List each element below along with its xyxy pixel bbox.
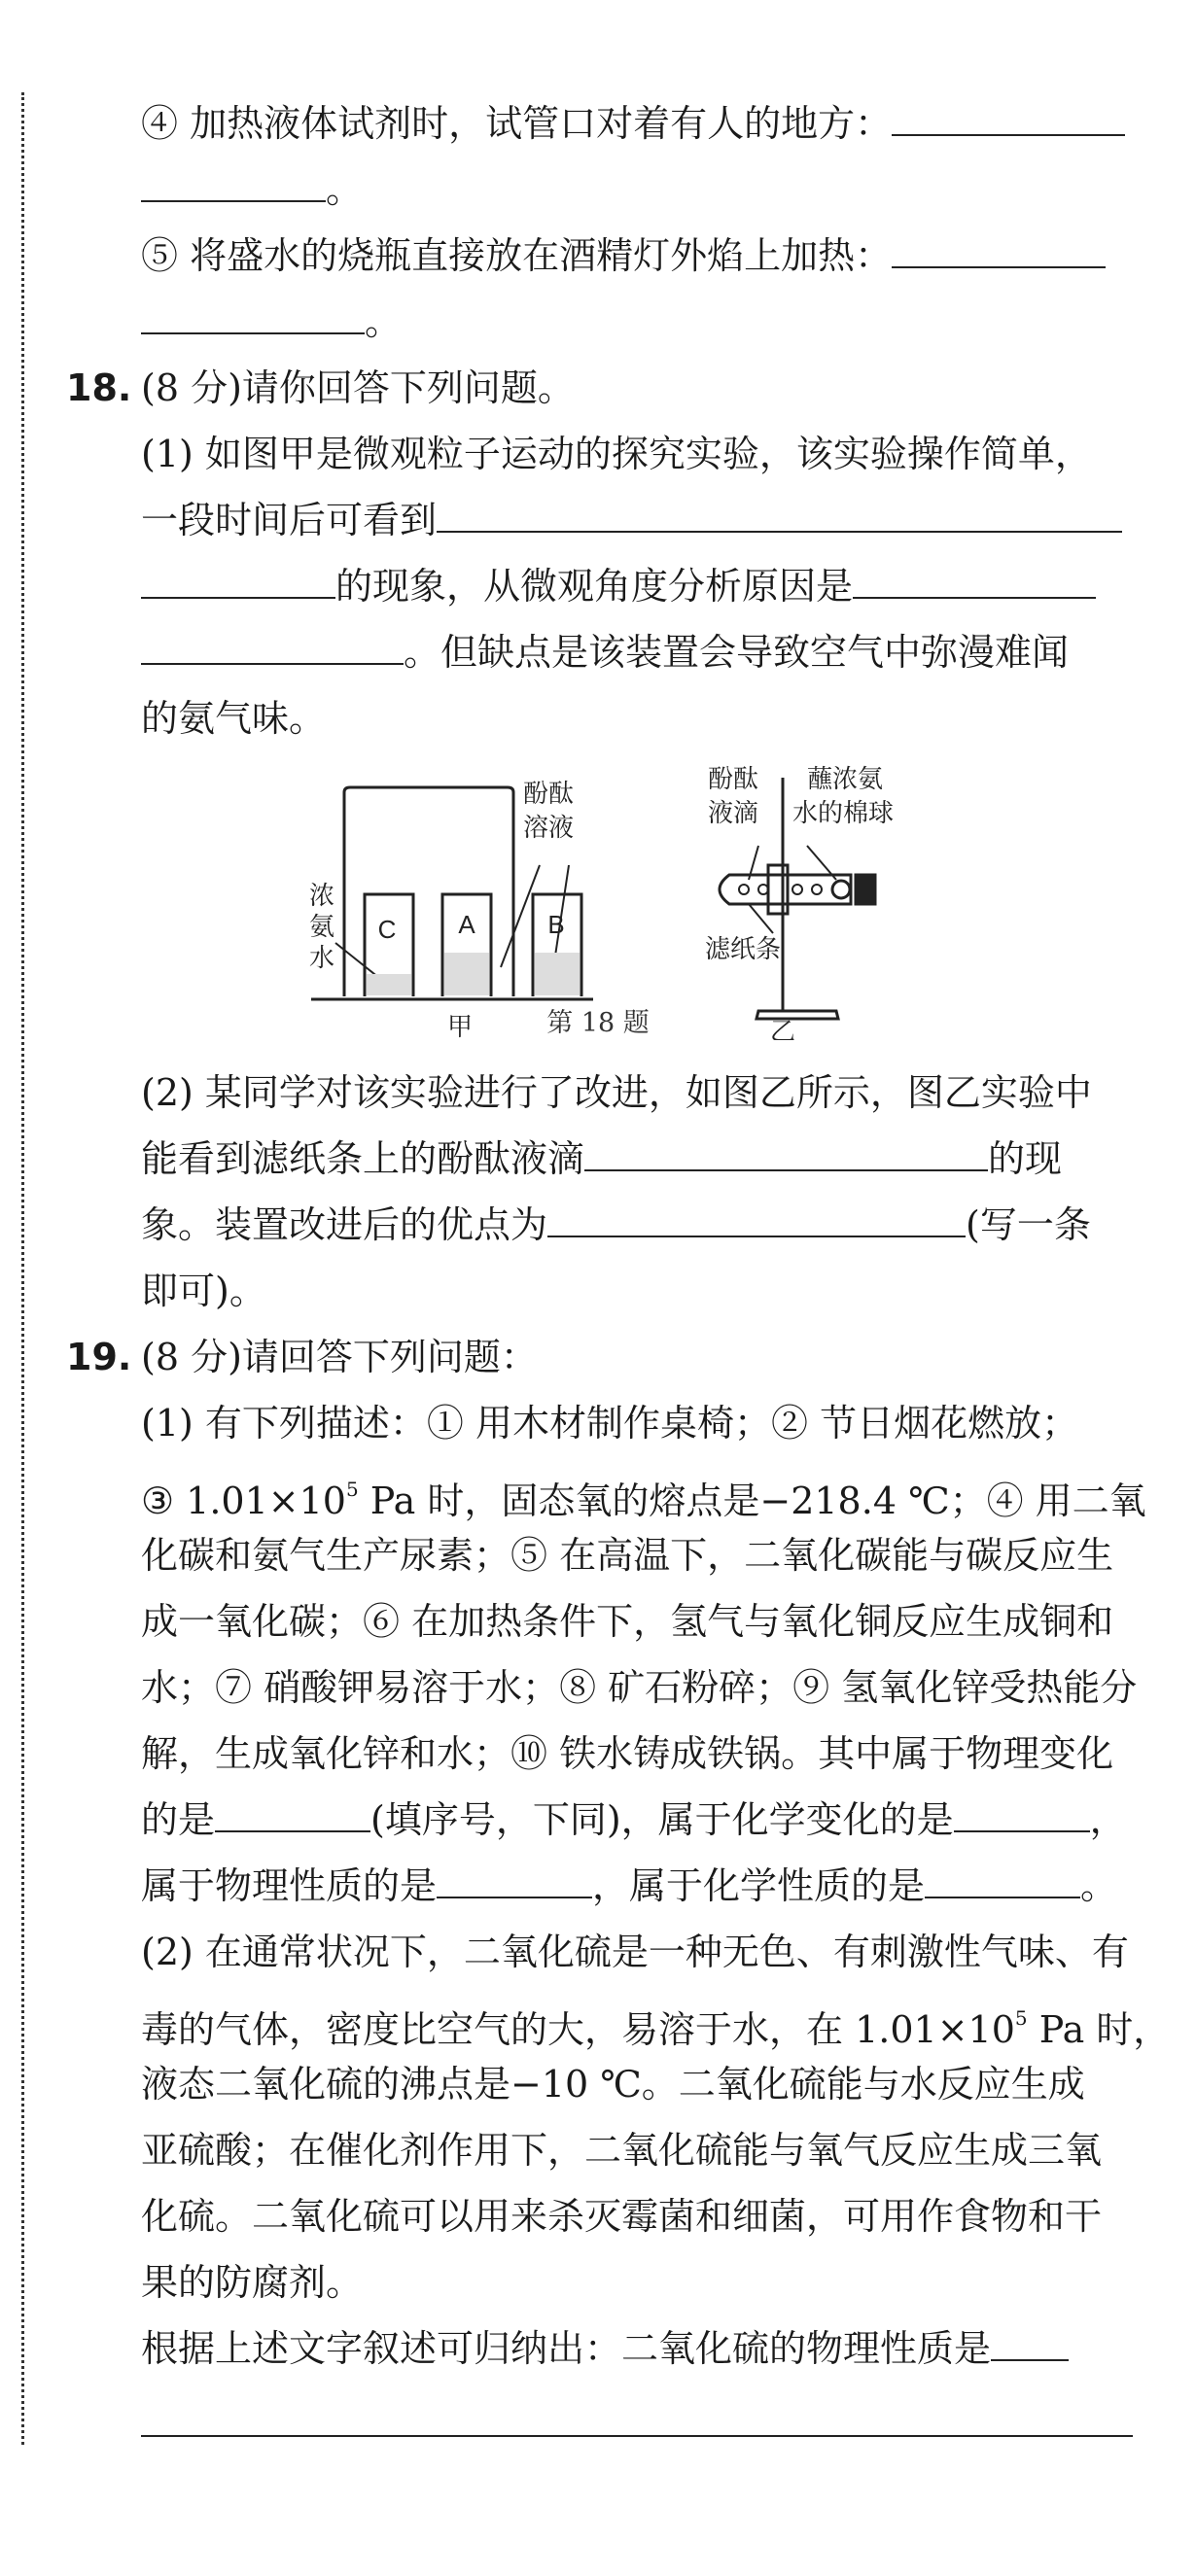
q18-part1-text: 一段时间后可看到 — [141, 499, 438, 541]
answer-blank-q18-reason-b[interactable] — [141, 622, 404, 665]
beaker-b-label: B — [547, 910, 565, 939]
beaker-c-label: C — [377, 915, 397, 944]
question-18-number: 18. — [66, 366, 132, 409]
q19-text: 毒的气体，密度比空气的大，易溶于水，在 1.01×10 — [141, 2008, 1015, 2051]
q19-text: Pa 时， — [1027, 2008, 1171, 2051]
q19-part2-line1: (2) 在通常状况下，二氧化硫是一种无色、有刺激性气味、有 — [141, 1931, 1129, 1973]
label-jia: 甲 — [447, 1013, 474, 1040]
exponent: 5 — [345, 1478, 359, 1501]
answer-blank-physical-property[interactable] — [437, 1856, 592, 1898]
q19-part1-line1: (1) 有下列描述：① 用木材制作桌椅；② 节日烟花燃放； — [141, 1402, 1079, 1445]
answer-blank-q18-phenomenon[interactable] — [437, 490, 1122, 533]
q19-part2-line4: 亚硫酸；在催化剂作用下，二氧化硫能与氧气反应生成三氧 — [141, 2129, 1103, 2172]
answer-blank-so2-physical[interactable] — [991, 2318, 1069, 2361]
question-19-title: (8 分)请回答下列问题： — [141, 1336, 538, 1378]
q19-part2-line6: 果的防腐剂。 — [141, 2261, 364, 2304]
item-4-continue — [141, 158, 1133, 221]
label-cotton-1: 蘸浓氨 — [807, 765, 884, 794]
answer-blank-physical-change[interactable] — [215, 1790, 370, 1832]
q18-part2-text: 能看到滤纸条上的酚酞液滴 — [141, 1137, 585, 1180]
label-phenol-solution-2: 溶液 — [523, 814, 575, 843]
q19-text: 的是 — [141, 1798, 216, 1841]
q19-part1-line4: 成一氧化碳；⑥ 在加热条件下，氢气与氧化铜反应生成铜和 — [141, 1600, 1114, 1643]
q19-part2-line3: 液态二氧化硫的沸点是−10 ℃。二氧化硫能与水反应生成 — [141, 2063, 1085, 2106]
q18-part1-line4 — [141, 621, 1133, 683]
label-phenol-drops-2: 液滴 — [708, 799, 759, 828]
item-5-line — [141, 225, 1133, 287]
answer-blank-item-4b[interactable] — [141, 159, 326, 202]
answer-blank-item-4[interactable] — [892, 93, 1125, 136]
answer-blank-q18-phenomenon-b[interactable] — [141, 556, 335, 599]
q18-part2-line1: (2) 某同学对该实验进行了改进，如图乙所示，图乙实验中 — [141, 1071, 1092, 1114]
figure-caption: 第 18 题 — [546, 1008, 650, 1038]
phenol-drops — [739, 885, 822, 894]
q18-part1-line5: 的氨气味。 — [141, 697, 327, 740]
liquid-c — [367, 974, 411, 995]
answer-blank-item-5[interactable] — [892, 226, 1106, 268]
q18-part1-text: 。但缺点是该装置会导致空气中弥漫难闻 — [404, 631, 1070, 674]
label-phenol-solution-1: 酚酞 — [523, 780, 575, 809]
answer-blank-item-5b[interactable] — [141, 292, 365, 334]
question-18-title: (8 分)请你回答下列问题。 — [141, 366, 575, 409]
q18-part2-line2 — [141, 1128, 1133, 1190]
question-19-number: 19. — [66, 1336, 132, 1378]
item-4-line — [141, 92, 1133, 155]
answer-blank-q18-advantage[interactable] — [547, 1195, 966, 1237]
q19-text: Pa 时，固态氧的熔点是−218.4 ℃；④ 用二氧 — [358, 1479, 1146, 1522]
q19-part2-line2 — [141, 1987, 1171, 2051]
q19-text: ，属于化学性质的是 — [592, 1864, 926, 1907]
answer-blank-chemical-change[interactable] — [954, 1790, 1090, 1832]
beaker-a-label: A — [458, 910, 475, 939]
q19-part1-line2 — [141, 1458, 1146, 1522]
item-5-text: ⑤ 将盛水的烧瓶直接放在酒精灯外焰上加热： — [141, 234, 893, 277]
q18-part2-text: 的现 — [988, 1137, 1063, 1180]
q19-text: 根据上述文字叙述可归纳出：二氧化硫的物理性质是 — [141, 2327, 992, 2370]
liquid-b — [535, 953, 580, 995]
answer-blank-q18-drops[interactable] — [584, 1129, 988, 1171]
answer-line-so2-physical-b[interactable] — [141, 2435, 1133, 2437]
q19-part1-line6: 解，生成氧化锌和水；⑩ 铁水铸成铁锅。其中属于物理变化 — [141, 1732, 1114, 1775]
figure-18 — [292, 748, 992, 1040]
q19-text: 。 — [1080, 1864, 1118, 1907]
q19-text: ③ 1.01×10 — [141, 1479, 346, 1522]
label-conc-ammonia-2: 氨 — [309, 913, 335, 942]
q18-part2-text: 象。装置改进后的优点为 — [141, 1203, 548, 1246]
exponent: 5 — [1014, 2006, 1028, 2030]
label-phenol-drops-1: 酚酞 — [708, 765, 759, 794]
label-conc-ammonia-3: 水 — [309, 944, 335, 973]
q19-part1-line5: 水；⑦ 硝酸钾易溶于水；⑧ 矿石粉碎；⑨ 氢氧化锌受热能分 — [141, 1666, 1138, 1709]
q19-text: ， — [1089, 1798, 1127, 1841]
q18-part2-line3 — [141, 1194, 1133, 1256]
label-filter-paper: 滤纸条 — [705, 935, 782, 964]
item-5-continue — [141, 291, 1133, 353]
q19-part2-line5: 化硫。二氧化硫可以用来杀灭霉菌和细菌，可用作食物和干 — [141, 2195, 1103, 2238]
q18-part1-text: 的现象，从微观角度分析原因是 — [335, 565, 854, 608]
item-4-text: ④ 加热液体试剂时，试管口对着有人的地方： — [141, 102, 893, 145]
q18-part1-line2 — [141, 489, 1133, 551]
q19-part3-line1 — [141, 2317, 1133, 2380]
answer-blank-chemical-property[interactable] — [925, 1856, 1080, 1898]
q19-part1-line3: 化碳和氨气生产尿素；⑤ 在高温下，二氧化碳能与碳反应生 — [141, 1534, 1114, 1577]
label-cotton-2: 水的棉球 — [792, 799, 895, 828]
q19-part1-line7 — [141, 1789, 1133, 1851]
label-conc-ammonia-1: 浓 — [309, 882, 335, 911]
period: 。 — [365, 300, 403, 343]
q18-part2-text: (写一条 — [966, 1203, 1091, 1246]
period: 。 — [326, 168, 364, 211]
q19-part1-line8 — [141, 1855, 1133, 1917]
binding-margin-line — [21, 92, 24, 2445]
q18-part2-line4: 即可)。 — [141, 1270, 266, 1312]
q18-part1-line1: (1) 如图甲是微观粒子运动的探究实验，该实验操作简单， — [141, 433, 1092, 475]
q19-text: 属于物理性质的是 — [141, 1864, 438, 1907]
liquid-a — [444, 953, 489, 995]
q18-part1-line3 — [141, 555, 1133, 617]
q19-text: (填序号，下同)，属于化学变化的是 — [370, 1798, 954, 1841]
answer-blank-q18-reason[interactable] — [853, 556, 1096, 599]
label-yi: 乙 — [769, 1018, 796, 1040]
